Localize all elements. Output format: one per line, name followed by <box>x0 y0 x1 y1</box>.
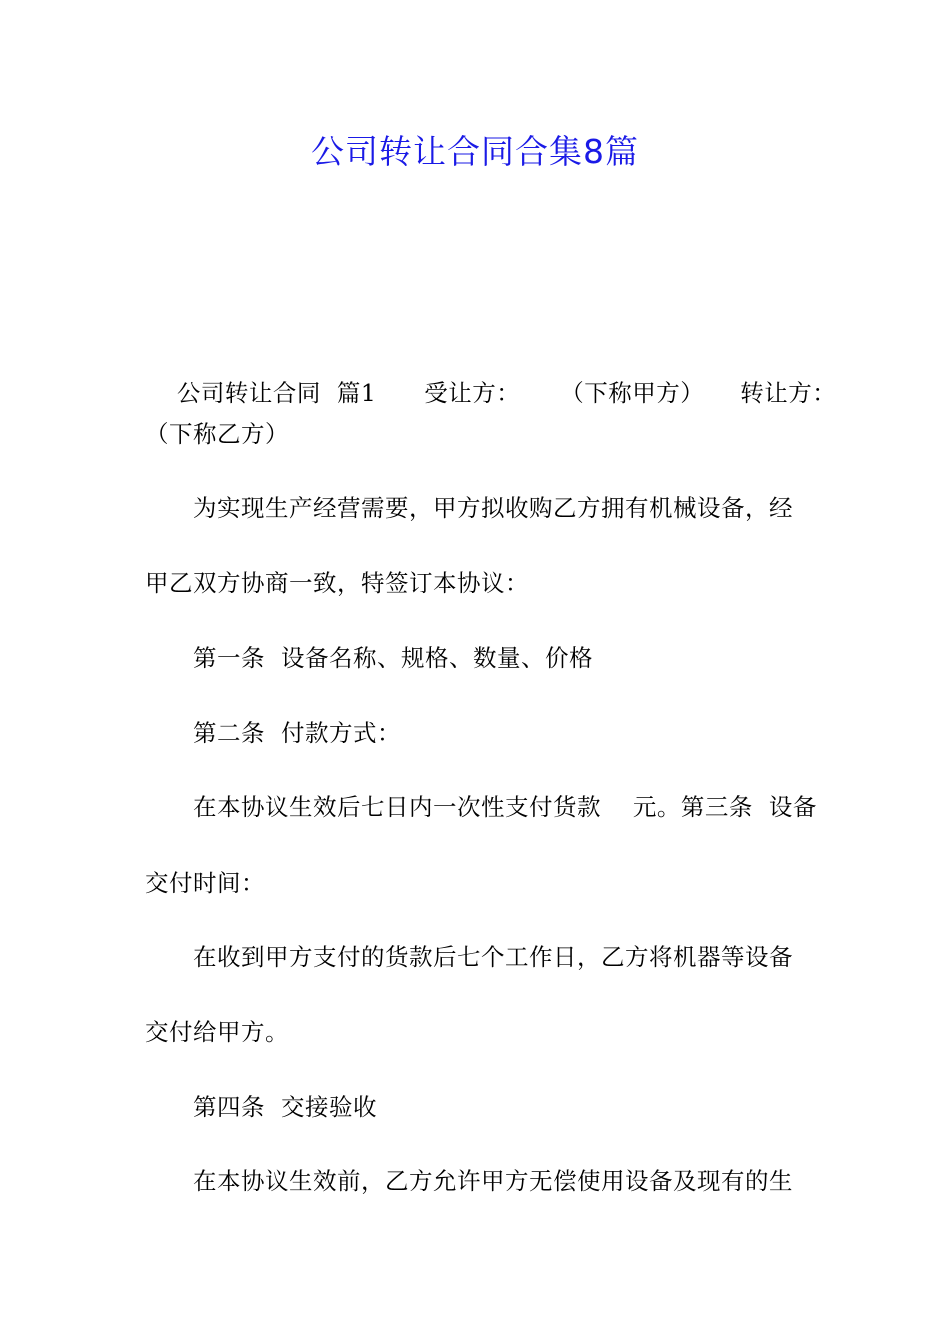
contract-heading: 公司转让合同 篇1 <box>176 379 377 407</box>
party-a-note: （下称甲方） <box>560 379 705 407</box>
article-heading: 第二条 付款方式： <box>193 719 401 747</box>
paragraph-line: 在本协议生效前，乙方允许甲方无偿使用设备及现有的生 <box>193 1167 793 1195</box>
document-title: 公司转让合同合集8篇 <box>311 132 639 171</box>
party-b-note: （下称乙方） <box>145 420 289 448</box>
paragraph-line: 交付给甲方。 <box>145 1018 289 1046</box>
paragraph-line: 甲乙双方协商一致，特签订本协议： <box>145 569 529 597</box>
paragraph-line: 在收到甲方支付的货款后七个工作日，乙方将机器等设备 <box>193 943 793 971</box>
article-heading: 第四条 交接验收 <box>193 1093 377 1121</box>
paragraph-line: 在本协议生效后七日内一次性支付货款 元。第三条 设备 <box>193 793 817 821</box>
article-heading: 第一条 设备名称、规格、数量、价格 <box>193 644 593 672</box>
assignor-label: 转让方： <box>740 379 837 407</box>
paragraph-line: 为实现生产经营需要，甲方拟收购乙方拥有机械设备，经 <box>193 494 793 522</box>
assignee-label: 受让方： <box>424 379 521 407</box>
paragraph-line: 交付时间： <box>145 869 265 897</box>
